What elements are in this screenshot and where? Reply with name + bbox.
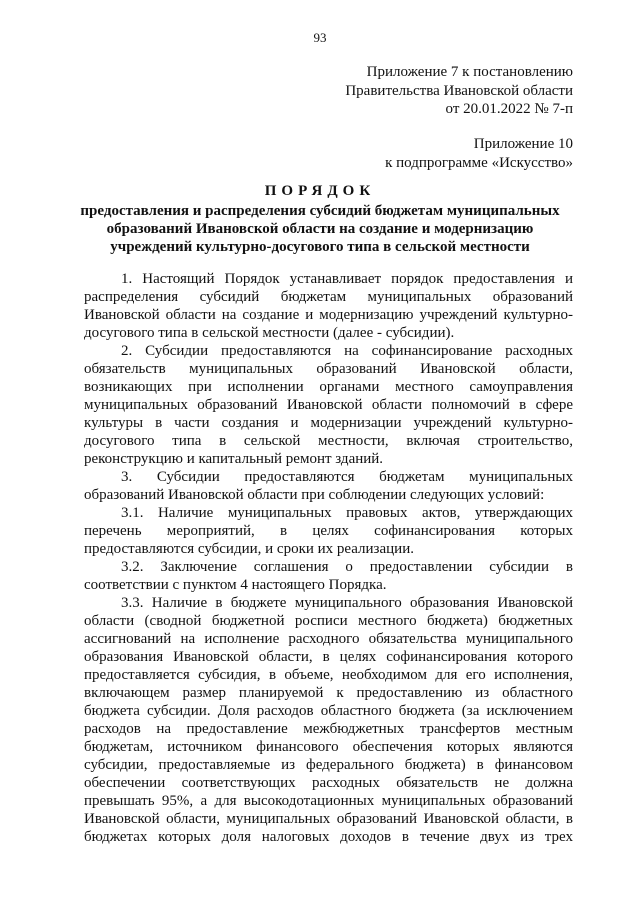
annex-reference xyxy=(300,135,573,172)
page-number: 93 xyxy=(313,30,327,45)
document-body xyxy=(84,270,573,846)
paragraph-1: 1. Настоящий Порядок устанавливает порядок предоставления и распределения субсидий бюджетам муниципальных образований Ивановской области на создание и модернизацию учреждений культурно-досугового типа в сельской местности (далее - субсидии). xyxy=(84,271,573,341)
subtitle-line: учреждений культурно-досугового типа в сельской местности xyxy=(110,239,530,255)
paragraph-3-2: 3.2. Заключение соглашения о предоставлении субсидии в соответствии с пунктом 4 настоящего Порядка. xyxy=(84,559,573,593)
document-subtitle xyxy=(80,202,560,256)
paragraph-3: 3. Субсидии предоставляются бюджетам муниципальных образований Ивановской области при соблюдении следующих условий: xyxy=(84,469,573,503)
paragraph-2: 2. Субсидии предоставляются на софинансирование расходных обязательств муниципальных образований Ивановской области, возникающих при исполнении органами местного самоуправления муниципальных образований Ивановской области полномочий в сфере культуры в части создания и модернизации учреждений культурно-досугового типа в сельской местности, включая строительство, реконструкцию и капитальный ремонт зданий. xyxy=(84,343,573,467)
approval-line: Приложение 7 к постановлению xyxy=(366,64,573,80)
approval-line: Правительства Ивановской области xyxy=(345,82,573,99)
document-title: ПОРЯДОК xyxy=(264,183,376,199)
annex-line: Приложение 10 xyxy=(473,136,573,152)
annex-line: к подпрограмме «Искусство» xyxy=(385,154,573,171)
approval-reference xyxy=(300,63,573,119)
approval-line: от 20.01.2022 № 7-п xyxy=(445,101,573,117)
subtitle-line: образований Ивановской области на создание и модернизацию xyxy=(106,221,534,237)
paragraph-3-1: 3.1. Наличие муниципальных правовых актов, утверждающих перечень мероприятий, в целях софинансирования которых предоставляются субсидии, и сроки их реализации. xyxy=(84,505,573,557)
paragraph-3-3: 3.3. Наличие в бюджете муниципального образования Ивановской области (сводной бюджетной росписи местного бюджета) бюджетных ассигнований на исполнение расходного обязательства муниципального образования Ивановской области, в целях софинансирования которого предоставляется субсидия, в объеме, необходимом для его исполнения, включающем размер планируемой к предоставлению из областного бюджета субсидии. Доля расходов областного бюджета (за исключением расходов на предоставление межбюджетных трансфертов местным бюджетам, источником финансового обеспечения которых являются субсидии, предоставляемые из федерального бюджета) в финансовом обеспечении соответствующих расходных обязательств не должна превышать 95%, а для высокодотационных муниципальных образований Ивановской области, муниципальных образований Ивановской области, в бюджетах которых доля налоговых доходов в течение двух из трех xyxy=(84,595,573,845)
subtitle-line: предоставления и распределения субсидий бюджетам муниципальных xyxy=(80,203,560,219)
